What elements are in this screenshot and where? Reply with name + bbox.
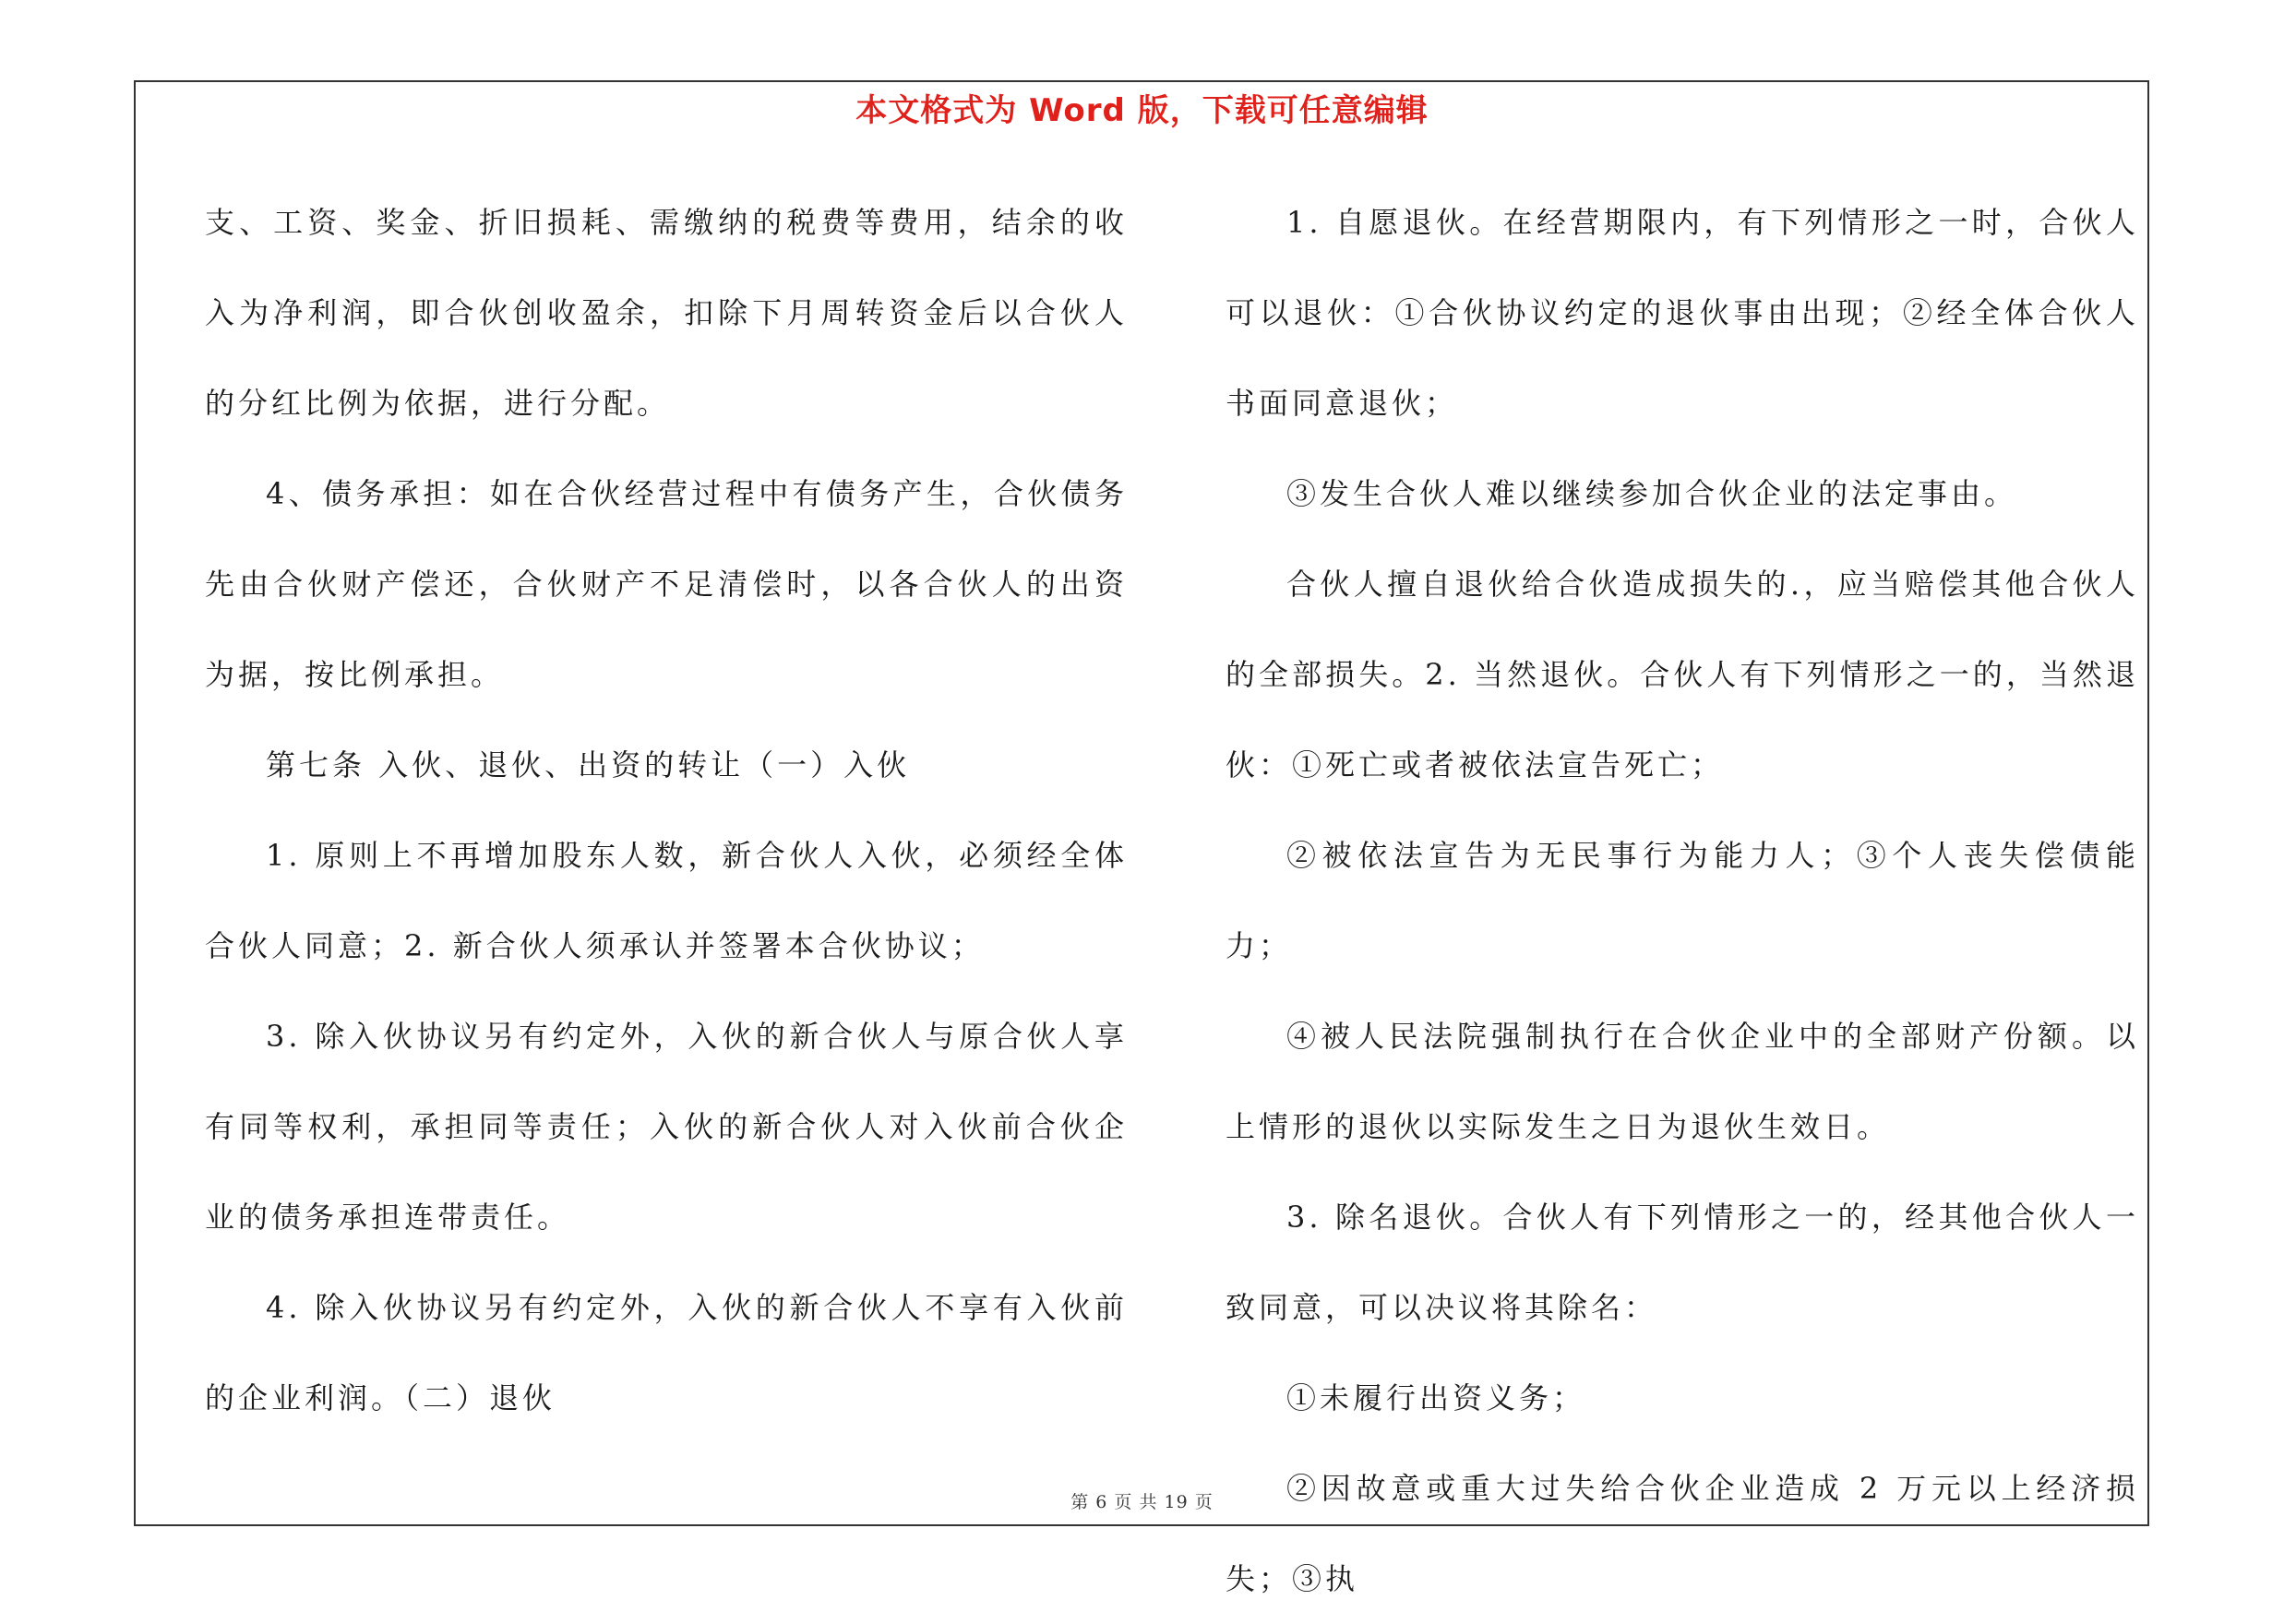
paragraph: 4、债务承担：如在合伙经营过程中有债务产生，合伙债务先由合伙财产偿还，合伙财产不足清偿时，以各合伙人的出资为据，按比例承担。 bbox=[205, 476, 1128, 692]
header-banner: 本文格式为 Word 版，下载可任意编辑 bbox=[855, 92, 1429, 129]
section-heading: 第七条 入伙、退伙、出资的转让（一）入伙 bbox=[266, 747, 911, 782]
paragraph: 1. 自愿退伙。在经营期限内，有下列情形之一时，合伙人可以退伙：①合伙协议约定的退伙事由出现；②经全体合伙人书面同意退伙； bbox=[1226, 205, 2139, 421]
page-number-footer: 第 6 页 共 19 页 bbox=[1070, 1492, 1214, 1512]
paragraph: ①未履行出资义务； bbox=[1286, 1380, 1586, 1415]
paragraph: 合伙人擅自退伙给合伙造成损失的.，应当赔偿其他合伙人的全部损失。2. 当然退伙。合伙人有下列情形之一的，当然退伙：①死亡或者被依法宣告死亡； bbox=[1226, 567, 2139, 782]
paragraph: 支、工资、奖金、折旧损耗、需缴纳的税费等费用，结余的收入为净利润，即合伙创收盈余，扣除下月周转资金后以合伙人的分红比例为依据，进行分配。 bbox=[205, 205, 1128, 421]
right-column bbox=[1226, 177, 2139, 1624]
paragraph: 4. 除入伙协议另有约定外，入伙的新合伙人不享有入伙前的企业利润。（二）退伙 bbox=[205, 1290, 1128, 1415]
paragraph: ④被人民法院强制执行在合伙企业中的全部财产份额。以上情形的退伙以实际发生之日为退伙生效日。 bbox=[1226, 1019, 2139, 1144]
paragraph: ②因故意或重大过失给合伙企业造成 2 万元以上经济损失；③执 bbox=[1226, 1471, 2139, 1596]
left-column bbox=[205, 177, 1128, 1443]
paragraph: 3. 除入伙协议另有约定外，入伙的新合伙人与原合伙人享有同等权利，承担同等责任；入伙的新合伙人对入伙前合伙企业的债务承担连带责任。 bbox=[205, 1019, 1128, 1235]
paragraph: ③发生合伙人难以继续参加合伙企业的法定事由。 bbox=[1286, 476, 2018, 511]
paragraph: 1. 原则上不再增加股东人数，新合伙人入伙，必须经全体合伙人同意；2. 新合伙人须承认并签署本合伙协议； bbox=[205, 838, 1128, 963]
paragraph: 3. 除名退伙。合伙人有下列情形之一的，经其他合伙人一致同意，可以决议将其除名： bbox=[1226, 1200, 2139, 1325]
paragraph: ②被依法宣告为无民事行为能力人；③个人丧失偿债能力； bbox=[1226, 838, 2139, 963]
